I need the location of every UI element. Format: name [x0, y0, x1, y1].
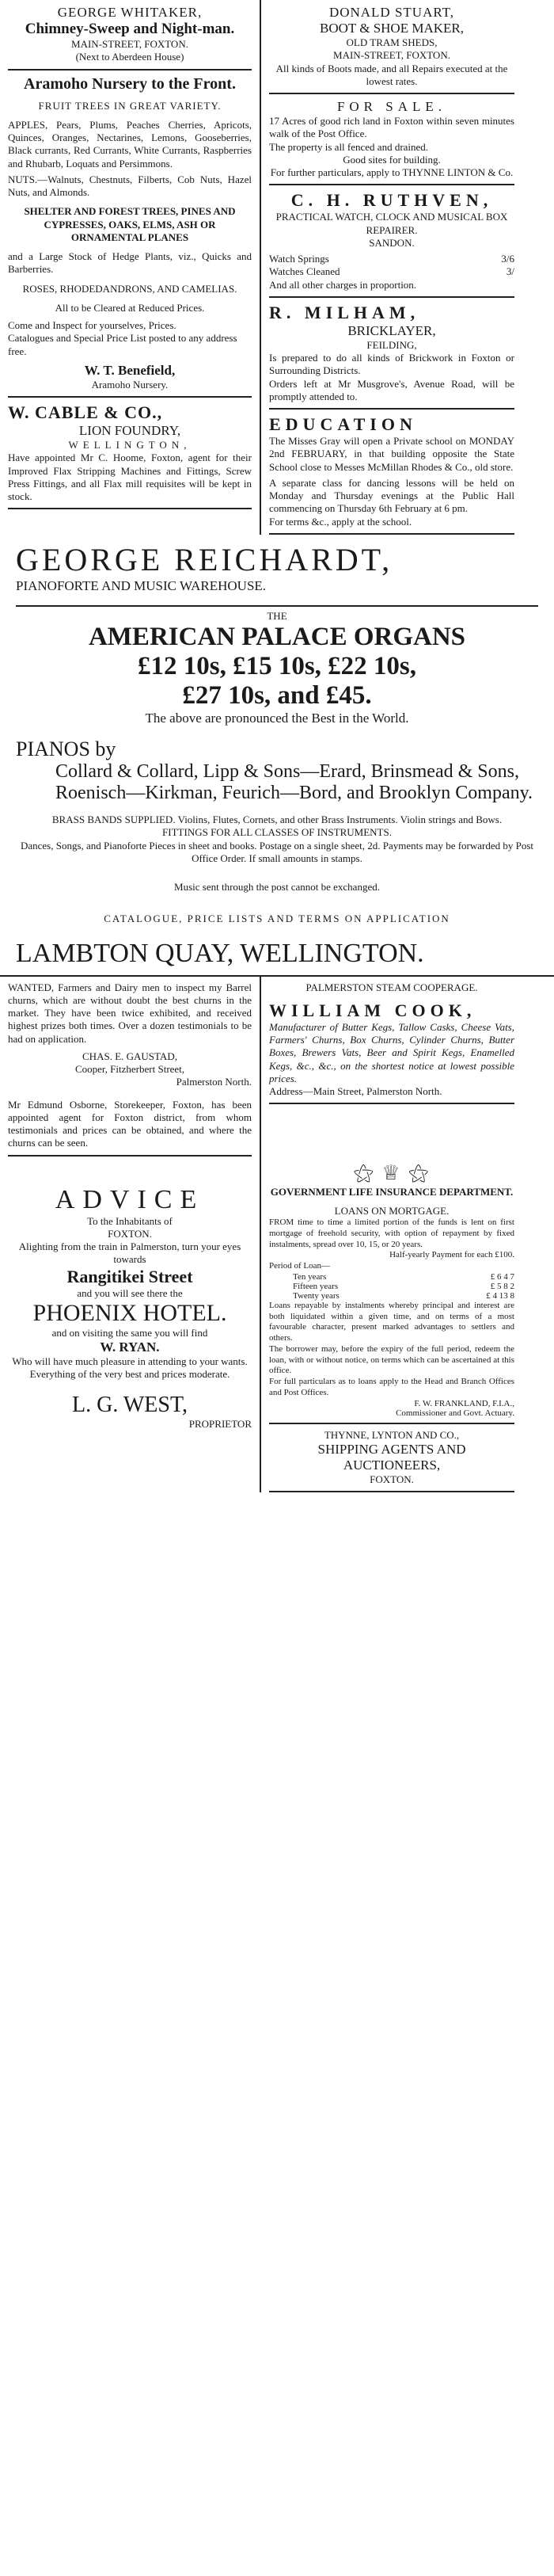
ruthven-item-2 [269, 265, 514, 278]
aramoho-shelter-head: SHELTER AND FOREST TREES, PINES AND CYPRESSES, OAKS, ELMS, ASH OR ORNAMENTAL PLANES [24, 205, 236, 243]
aramoho-nuts: NUTS.—Walnuts, Chestnuts, Filberts, Cob Nuts, Hazel Nuts, and Almonds. [8, 173, 252, 198]
sale-apply: For further particulars, apply to THYNNE LINTON & Co. [270, 166, 514, 178]
advice-hotel: PHOENIX HOTEL. [32, 1299, 227, 1326]
top-columns [0, 0, 554, 535]
thynne-ad [269, 1424, 514, 1493]
ruthven-name: C. H. RUTHVEN, [290, 190, 493, 211]
reichardt-catalogue: CATALOGUE, PRICE LISTS AND TERMS ON APPLICATION [104, 913, 450, 925]
cable-foundry: LION FOUNDRY, [78, 423, 181, 438]
aramoho-ad [8, 70, 252, 398]
thynne-name: THYNNE, LYNTON AND CO., [324, 1428, 460, 1441]
ruthven-place: SANDON. [369, 236, 415, 249]
govt-body: FROM time to time a limited portion of the funds is lent on first mortgage of freehold security, with option of repayment by fixed instalments, spread over 10, 15, or 20 years. [269, 1218, 514, 1249]
gaustad-trade: Cooper, Fitzherbert Street, [74, 1063, 185, 1075]
reichardt-organs: AMERICAN PALACE ORGANS [88, 623, 466, 651]
govt-sign: F. W. FRANKLAND, F.I.A., [414, 1398, 514, 1408]
reichardt-fittings: FITTINGS FOR ALL CLASSES OF INSTRUMENTS. [162, 826, 392, 839]
advice-body: Alighting from the train in Palmerston, turn your eyes towards [18, 1240, 241, 1266]
bottom-columns [0, 1157, 554, 1493]
gaustad-osborne: Mr Edmund Osborne, Storekeeper, Foxton, has been appointed agent for Foxton district, from whom testimonials and prices can be obtained, and where the churns can be seen. [8, 1098, 252, 1149]
govt-half: Half-yearly Payment for each £100. [389, 1250, 514, 1260]
reichardt-address: LAMBTON QUAY, WELLINGTON. [16, 938, 424, 968]
reichardt-ad [0, 535, 554, 975]
cook-body: Manufacturer of Butter Kegs, Tallow Casks, Cheese Vats, Farmers' Churns, Box Churns, Cylinder Churns, Butter Boxes, Brewers Vats, Beer and Spirit Kegs, Enamelled Kegs, &c., &c., on the shortest notice at lowest possible prices. [269, 1020, 514, 1084]
education-terms: For terms &c., apply at the school. [269, 515, 412, 528]
aramoho-catalogue: Catalogues and Special Price List posted to any address free. [8, 332, 237, 357]
milham-name: R. MILHAM, [269, 302, 420, 322]
govt-period-label: Period of Loan— [269, 1261, 330, 1271]
advice-wants: Who will have much pleasure in attending to your wants. [12, 1355, 248, 1367]
right-column [261, 0, 522, 535]
cook-title: PALMERSTON STEAM COOPERAGE. [305, 981, 478, 993]
govt-loans: LOANS ON MORTGAGE. [334, 1204, 450, 1217]
ruthven-item-label: Watch Springs [269, 253, 329, 265]
whitaker-note: (Next to Aberdeen House) [75, 51, 184, 63]
sale-ad [269, 94, 514, 185]
govt-row-val: £ 4 13 8 [486, 1290, 514, 1301]
stuart-ad [269, 0, 514, 94]
whitaker-trade: Chimney-Sweep and Night-man. [25, 21, 235, 37]
govt-sign-2: Commissioner and Govt. Actuary. [396, 1408, 514, 1418]
sale-fenced: The property is all fenced and drained. [269, 140, 429, 153]
govt-title: GOVERNMENT LIFE INSURANCE DEPARTMENT. [270, 1185, 514, 1198]
whitaker-ad [8, 0, 252, 70]
advice-to: To the Inhabitants of [87, 1214, 173, 1227]
gaustad-body: WANTED, Farmers and Dairy men to inspect my Barrel churns, which are without doubt the best churns in the market. They have been twice exhibited, and received highest prizes both times. Over a dozen testimonials to be had on application. [8, 981, 252, 1045]
reichardt-brass: BRASS BANDS SUPPLIED. Violins, Flutes, Cornets, and other Brass Instruments. Violin strings and Bows. [51, 814, 503, 825]
thynne-trade: SHIPPING AGENTS AND AUCTIONEERS, [317, 1441, 466, 1473]
ruthven-item-price: 3/6 [501, 253, 514, 265]
gaustad-name: CHAS. E. GAUSTAD, [82, 1050, 177, 1062]
reichardt-sub: PIANOFORTE AND MUSIC WAREHOUSE. [16, 577, 267, 593]
gaustad-ad [8, 977, 252, 1157]
aramoho-title: Aramoho Nursery to the Front. [24, 74, 236, 93]
govt-row [293, 1291, 514, 1301]
reichardt-name: GEORGE REICHARDT, [16, 541, 393, 577]
ruthven-item-1 [269, 253, 514, 265]
aramoho-owner: W. T. Benefield, [84, 362, 176, 378]
sale-title: FOR SALE. [336, 99, 447, 114]
cable-place: WELLINGTON, [68, 439, 192, 451]
govt-ad [269, 1157, 514, 1424]
stuart-name: DONALD STUART, [328, 5, 455, 20]
aramoho-fruit-head: FRUIT TREES IN GREAT VARIETY. [38, 99, 222, 112]
gaustad-col [0, 977, 261, 1157]
reichardt-best: The above are pronounced the Best in the World. [145, 711, 409, 726]
milham-trade: BRICKLAYER, [347, 322, 436, 338]
gaustad-place: Palmerston North. [176, 1076, 252, 1088]
govt-col [261, 1157, 522, 1493]
coat-of-arms-icon: ⚝ ♕ ⚝ [353, 1160, 431, 1184]
ruthven-item-price: 3/ [506, 265, 514, 278]
reichardt-makers: Collard & Collard, Lipp & Sons—Erard, Brinsmead & Sons, Roenisch—Kirkman, Feurich—Bord, and Brooklyn Company. [55, 761, 533, 803]
govt-row [293, 1282, 514, 1291]
govt-pay: The borrower may, before the expiry of the full period, redeem the loan, with or without notice, on terms which can be ascertained at this office. [269, 1343, 514, 1376]
advice-every: Everything of the very best and prices moderate. [29, 1368, 230, 1381]
cable-ad [8, 398, 252, 509]
cook-col [261, 977, 522, 1157]
govt-row-period: Twenty years [293, 1290, 340, 1301]
education-body: The Misses Gray will open a Private school on MONDAY 2nd FEBRUARY, in that building opposite the State School close to Messes McMillan Rhodes & Co., old store. [269, 435, 514, 473]
advice-west: L. G. WEST, [72, 1392, 188, 1417]
cable-name: W. CABLE & CO., [8, 402, 163, 422]
reichardt-dances: Dances, Songs, and Pianoforte Pieces in sheet and books. Postage on a single sheet, 2d. Payments may be forwarded by Post Office Order. If small amounts in stamps. [20, 839, 534, 864]
whitaker-name: GEORGE WHITAKER, [57, 5, 203, 20]
reichardt-pianos: PIANOS by [16, 737, 116, 760]
ruthven-item-label: Watches Cleaned [269, 265, 340, 278]
govt-full: For full particulars as to loans apply to the Head and Branch Offices and Post Offices. [269, 1377, 514, 1397]
middle-columns [0, 977, 554, 1157]
govt-row-period: Ten years [293, 1271, 327, 1282]
aramoho-shelter-body: and a Large Stock of Hedge Plants, viz., Quicks and Barberries. [8, 250, 252, 276]
milham-body: Is prepared to do all kinds of Brickwork in Foxton or Surrounding Districts. [269, 352, 514, 377]
reichardt-the: THE [267, 609, 287, 622]
education-title: EDUCATION [269, 414, 417, 434]
advice-visit: and on visiting the same you will find [51, 1326, 208, 1339]
govt-row [293, 1272, 514, 1282]
aramoho-clear: All to be Cleared at Reduced Prices. [55, 301, 205, 314]
advice-street: Rangitikei Street [66, 1266, 193, 1286]
ruthven-ad [269, 185, 514, 298]
advice-title: ADVICE [55, 1184, 205, 1214]
milham-ad [269, 298, 514, 410]
advice-prop: PROPRIETOR [188, 1417, 252, 1430]
education-ad [269, 410, 514, 535]
stuart-body: All kinds of Boots made, and all Repairs executed at the lowest rates. [275, 62, 508, 87]
thynne-place: FOXTON. [370, 1473, 414, 1485]
advice-see: and you will see there the [77, 1286, 183, 1299]
govt-row-val: £ 6 4 7 [490, 1271, 514, 1282]
reichardt-exchange: Music sent through the post cannot be exchanged. [174, 881, 380, 893]
cook-ad [269, 977, 514, 1105]
reichardt-prices-2: £27 10s, and £45. [182, 681, 372, 710]
govt-rows [269, 1272, 514, 1301]
cook-address: Address—Main Street, Palmerston North. [269, 1085, 442, 1097]
govt-row-val: £ 5 8 2 [490, 1281, 514, 1291]
aramoho-roses: ROSES, RHODEDANDRONS, AND CAMELIAS. [22, 282, 237, 295]
advice-col [0, 1157, 261, 1493]
cook-name: WILLIAM COOK, [269, 1000, 476, 1020]
whitaker-address: MAIN-STREET, FOXTON. [71, 38, 188, 50]
govt-borrower: Loans repayable by instalments whereby principal and interest are both liquidated within a given time, and on terms of a most favourable character, present marked advantages to settlers and others. [269, 1300, 514, 1343]
reichardt-prices-1: £12 10s, £15 10s, £22 10s, [137, 652, 417, 680]
aramoho-fruit-body: APPLES, Pears, Plums, Peaches Cherries, Apricots, Quinces, Oranges, Nectarines, Lemons, Gooseberries, Black currants, Red Currants, White Currants, Raspberries and Rhubarb, Loquats and Persimmons. [8, 118, 252, 170]
sale-body: 17 Acres of good rich land in Foxton within seven minutes walk of the Post Office. [269, 115, 514, 140]
education-dance: A separate class for dancing lessons will be held on Monday and Thursday evenings at the Public Hall commencing on Thursday 6th February at 6 pm. [269, 476, 514, 515]
sale-sites: Good sites for building. [343, 153, 441, 166]
ruthven-other: And all other charges in proportion. [269, 278, 417, 291]
ruthven-trade: PRACTICAL WATCH, CLOCK AND MUSICAL BOX REPAIRER. [275, 211, 508, 236]
stuart-address: MAIN-STREET, FOXTON. [333, 49, 450, 62]
advice-ryan: W. RYAN. [100, 1339, 160, 1355]
aramoho-place: Aramoho Nursery. [91, 378, 169, 391]
govt-row-period: Fifteen years [293, 1281, 339, 1291]
milham-orders: Orders left at Mr Musgrove's, Avenue Road, will be promptly attended to. [269, 377, 514, 402]
left-column [0, 0, 261, 535]
aramoho-inspect: Come and Inspect for yourselves, Prices. [8, 319, 176, 331]
milham-place: FEILDING, [366, 338, 417, 351]
cable-body: Have appointed Mr C. Hoome, Foxton, agent for their Improved Flax Stripping Machines and Fittings, Screw Press Fittings, and all Flax mill requisites will be kept in stock. [8, 452, 252, 502]
advice-town: FOXTON. [108, 1227, 152, 1240]
stuart-trade: BOOT & SHOE MAKER, [320, 21, 464, 36]
stuart-sub: OLD TRAM SHEDS, [346, 36, 438, 48]
